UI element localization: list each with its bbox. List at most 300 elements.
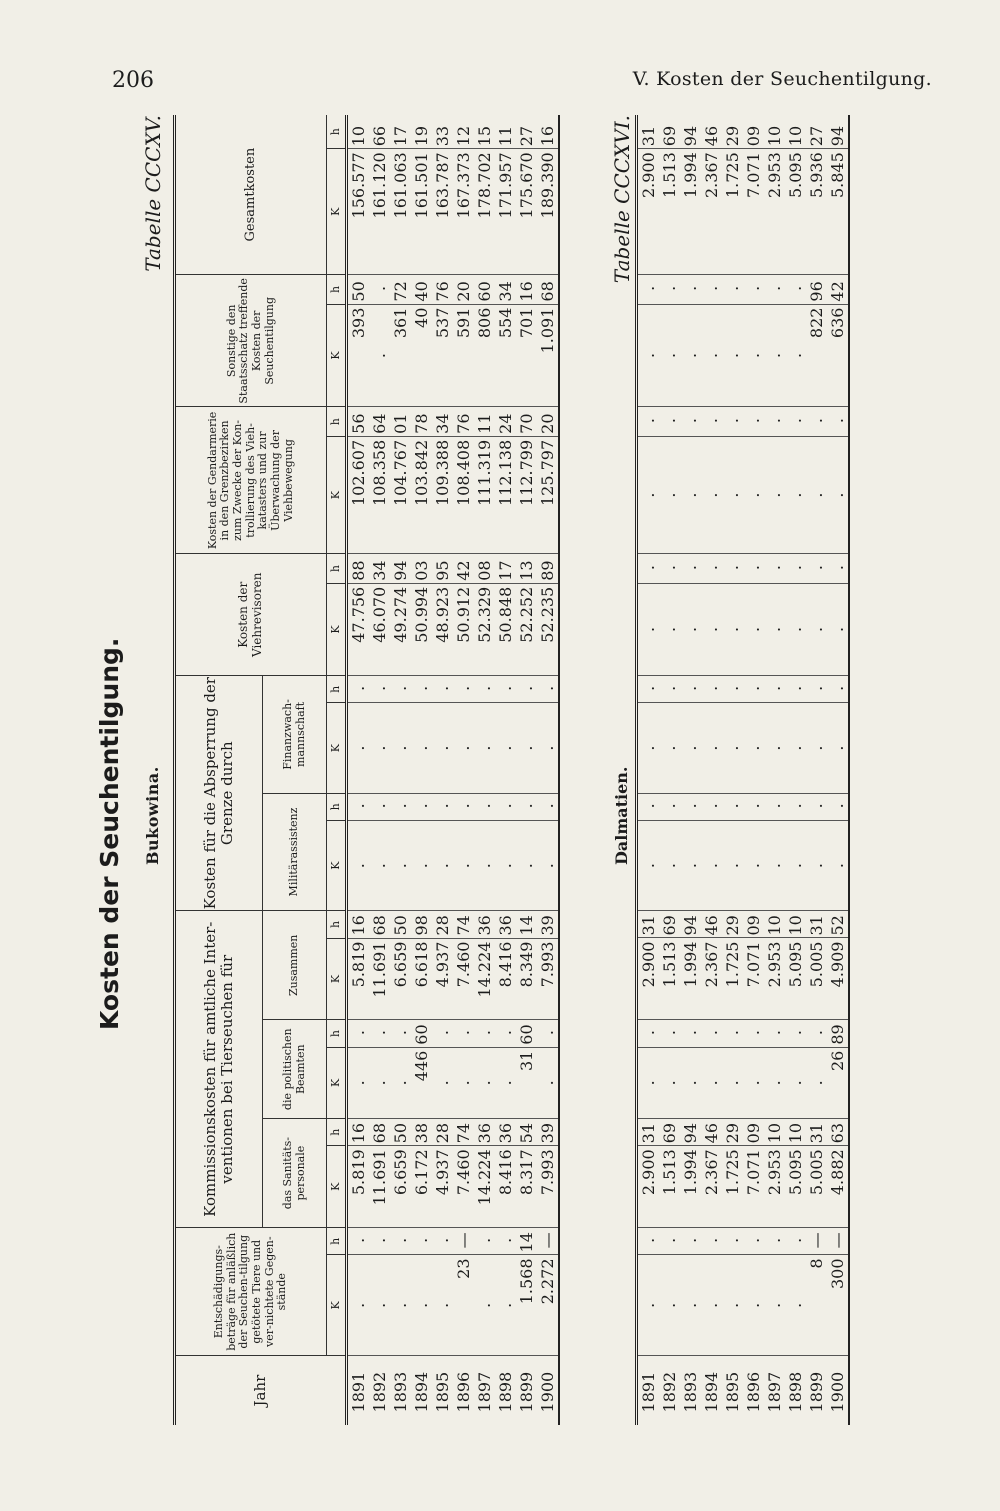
kronen-cell: 446 [411,1047,432,1118]
table-row [806,115,827,1425]
year-cell: 1899 [807,1371,826,1413]
kronen-cell: . [806,820,827,910]
kronen-cell: 554 [495,304,516,407]
year-cell: 1893 [391,1371,410,1413]
heller-cell: — [806,1228,827,1255]
heller-cell: . [495,793,516,820]
kronen-cell: . [637,703,660,793]
year-cell: 1898 [786,1371,805,1413]
kronen-cell: 4.909 [827,938,849,1020]
heller-cell: 46 [701,115,722,149]
kronen-cell: . [369,821,390,911]
kronen-cell: . [474,821,495,911]
heller-cell: 64 [369,407,390,436]
kronen-cell: 2.367 [701,938,722,1020]
header-k: K [327,938,347,1020]
heller-cell: . [806,793,827,820]
kronen-cell: 1.513 [659,149,680,275]
heller-cell: . [680,676,701,703]
kronen-cell: 161.120 [369,149,390,275]
heller-cell: 42 [453,554,474,583]
kronen-cell: . [369,703,390,793]
header-h: h [327,115,347,149]
heller-cell: . [637,1228,660,1255]
kronen-cell: . [743,703,764,793]
running-head: V. Kosten der Seuchentilgung. [632,68,932,90]
heller-cell: . [743,554,764,583]
heller-cell: . [637,554,660,583]
heller-cell: . [764,275,785,304]
heller-cell: . [453,793,474,820]
heller-cell: . [764,676,785,703]
heller-cell: . [743,1020,764,1047]
kronen-cell: . [347,1047,370,1118]
kronen-cell: . [411,703,432,793]
heller-cell: . [453,676,474,703]
table-label-cccxvi: Tabelle CCCXVI. [610,115,634,284]
year-cell: 1894 [702,1371,721,1413]
heller-cell: . [785,554,806,583]
kronen-cell: 112.799 [516,436,537,554]
kronen-cell: 5.095 [785,149,806,275]
heller-cell: . [411,793,432,820]
heller-cell: . [637,275,660,304]
heller-cell: . [680,275,701,304]
header-h: h [327,1228,347,1255]
kronen-cell: . [432,703,453,793]
kronen-cell: 102.607 [347,436,370,554]
heller-cell: . [347,793,370,820]
kronen-cell: . [347,1255,370,1356]
heller-cell: 89 [827,1020,849,1047]
kronen-cell: 125.797 [537,436,559,554]
heller-cell: 03 [411,554,432,583]
kronen-cell: 8 [806,1255,827,1356]
kronen-cell: . [701,1255,722,1356]
kronen-cell: . [722,820,743,910]
kronen-cell: . [637,304,660,407]
kronen-cell: 109.388 [432,436,453,554]
heller-cell: . [537,1020,559,1047]
kronen-cell: . [764,304,785,407]
kronen-cell: 6.659 [390,1146,411,1228]
table-row [390,115,411,1425]
kronen-cell: . [785,436,806,554]
heller-cell: . [390,793,411,820]
kronen-cell: 52.329 [474,583,495,675]
kronen-cell: 1.725 [722,149,743,275]
heller-cell: 74 [453,1119,474,1146]
year-cell: 1892 [370,1371,389,1413]
header-k: K [327,821,347,911]
heller-cell: 78 [411,407,432,436]
kronen-cell: . [369,304,390,407]
heller-cell: 95 [432,554,453,583]
heller-cell: 96 [806,275,827,304]
heller-cell: 72 [390,275,411,304]
heller-cell: . [659,1020,680,1047]
header-h: h [327,407,347,436]
kronen-cell: 48.923 [432,583,453,675]
heller-cell: . [474,1228,495,1255]
heller-cell: 19 [411,115,432,149]
kronen-cell: 2.900 [637,1146,660,1228]
kronen-cell: . [827,820,849,910]
heller-cell: . [722,1228,743,1255]
kronen-cell: 23 [453,1255,474,1356]
heller-cell: 10 [764,115,785,149]
kronen-cell: . [680,820,701,910]
kronen-cell: 52.235 [537,583,559,675]
kronen-cell: . [659,1255,680,1356]
kronen-cell: . [637,583,660,675]
heller-cell: 13 [516,554,537,583]
kronen-cell: 26 [827,1047,849,1118]
kronen-cell: 591 [453,304,474,407]
heller-cell: 12 [453,115,474,149]
kronen-cell: . [743,1255,764,1356]
heller-cell: 94 [390,554,411,583]
kronen-cell: . [701,436,722,554]
year-cell: 1900 [537,1356,559,1425]
heller-cell: . [453,1020,474,1047]
heller-cell: . [432,793,453,820]
kronen-cell: . [453,703,474,793]
heller-cell: . [827,793,849,820]
table-bukowina [173,115,560,1425]
header-entschaedigung: Entschädigungs-beträge für anläßlich der Seuchen-tilgung getötete Tiere und ver-nichtete Gegen-stände [175,1228,327,1356]
heller-cell: . [474,676,495,703]
kronen-cell: 6.172 [411,1146,432,1228]
heller-cell: 94 [827,115,849,149]
kronen-cell: 14.224 [474,938,495,1020]
table-row [474,115,495,1425]
heller-cell: . [347,1020,370,1047]
heller-cell: . [701,676,722,703]
kronen-cell: . [659,583,680,675]
kronen-cell: 5.095 [785,1146,806,1228]
year-cell: 1899 [517,1371,536,1413]
heller-cell: . [411,676,432,703]
kronen-cell: 6.659 [390,938,411,1020]
kronen-cell: 161.063 [390,149,411,275]
kronen-cell: 2.953 [764,1146,785,1228]
kronen-cell: 50.994 [411,583,432,675]
heller-cell: 46 [701,911,722,938]
kronen-cell: 1.725 [722,1146,743,1228]
heller-cell: . [722,275,743,304]
kronen-cell: . [680,304,701,407]
heller-cell: 46 [701,1119,722,1146]
table-label-cccxv: Tabelle CCCXV. [141,115,165,272]
heller-cell: . [827,676,849,703]
kronen-cell: 2.367 [701,149,722,275]
heller-cell: . [659,407,680,436]
kronen-cell: . [453,821,474,911]
heller-cell: . [516,793,537,820]
kronen-cell: 175.670 [516,149,537,275]
heller-cell: 68 [369,1119,390,1146]
kronen-cell: 5.936 [806,149,827,275]
heller-cell: . [390,1228,411,1255]
header-h: h [327,1020,347,1047]
heller-cell: 10 [764,911,785,938]
heller-cell: . [785,793,806,820]
heller-cell: 54 [516,1119,537,1146]
heller-cell: 09 [743,911,764,938]
heller-cell: . [785,676,806,703]
kronen-cell: . [659,436,680,554]
heller-cell: . [637,407,660,436]
rotated-table-area [95,115,915,1425]
header-h: h [327,911,347,938]
year-cell: 1891 [349,1371,368,1413]
kronen-cell: . [764,1047,785,1118]
heller-cell: 68 [537,275,559,304]
heller-cell: 36 [495,911,516,938]
kronen-cell: . [453,1047,474,1118]
kronen-cell: . [701,583,722,675]
heller-cell: 10 [785,911,806,938]
heller-cell: . [659,554,680,583]
header-sanitaet: das Sanitäts-personale [263,1119,327,1228]
kronen-cell: 178.702 [474,149,495,275]
heller-cell: . [743,1228,764,1255]
kronen-cell: . [785,820,806,910]
heller-cell: . [785,275,806,304]
kronen-cell: 156.577 [347,149,370,275]
heller-cell: . [806,407,827,436]
heller-cell: . [411,1228,432,1255]
kronen-cell: . [827,703,849,793]
year-cell: 1893 [681,1371,700,1413]
kronen-cell: 40 [411,304,432,407]
kronen-cell: 822 [806,304,827,407]
heller-cell: . [369,793,390,820]
kronen-cell: . [659,703,680,793]
header-k: K [327,1146,347,1228]
heller-cell: — [537,1228,559,1255]
kronen-cell: . [637,1255,660,1356]
heller-cell: 88 [347,554,370,583]
header-jahr: Jahr [175,1356,347,1425]
main-title: Kosten der Seuchentilgung. [95,637,124,1030]
heller-cell: 39 [537,911,559,938]
kronen-cell: . [806,436,827,554]
kronen-cell: . [516,703,537,793]
kronen-cell: . [474,703,495,793]
heller-cell: 63 [827,1119,849,1146]
kronen-cell: . [411,821,432,911]
heller-cell: 70 [516,407,537,436]
kronen-cell: . [785,703,806,793]
kronen-cell: 5.095 [785,938,806,1020]
table-row [537,115,559,1425]
kronen-cell: 189.390 [537,149,559,275]
kronen-cell: . [827,583,849,675]
table-row [659,115,680,1425]
heller-cell: 89 [537,554,559,583]
kronen-cell: . [785,583,806,675]
kronen-cell: . [743,820,764,910]
heller-cell: . [827,554,849,583]
heller-cell: . [764,1228,785,1255]
heller-cell: 14 [516,911,537,938]
heller-cell: . [680,1228,701,1255]
heller-cell: . [722,1020,743,1047]
table-row [347,115,370,1425]
heller-cell: . [347,676,370,703]
kronen-cell: . [432,1255,453,1356]
kronen-cell: 701 [516,304,537,407]
kronen-cell: . [537,1047,559,1118]
heller-cell: 16 [537,115,559,149]
heller-cell: . [432,1228,453,1255]
kronen-cell: . [701,703,722,793]
heller-cell: . [743,676,764,703]
kronen-cell: 50.848 [495,583,516,675]
heller-cell: . [516,676,537,703]
kronen-cell: 49.274 [390,583,411,675]
heller-cell: 15 [474,115,495,149]
heller-cell: 31 [637,911,660,938]
heller-cell: 31 [637,115,660,149]
kronen-cell: 11.691 [369,938,390,1020]
kronen-cell: . [806,1047,827,1118]
kronen-cell: . [827,436,849,554]
heller-cell: 27 [806,115,827,149]
page-header [112,68,932,98]
heller-cell: 29 [722,911,743,938]
kronen-cell: 2.367 [701,1146,722,1228]
kronen-cell: . [785,1047,806,1118]
header-militaer: Militärassistenz [263,793,327,911]
header-k: K [327,149,347,275]
table-dalmatien [635,115,850,1425]
heller-cell: . [764,407,785,436]
heller-cell: 28 [432,911,453,938]
kronen-cell: 7.071 [743,149,764,275]
kronen-cell: 31 [516,1047,537,1118]
year-cell: 1897 [765,1371,784,1413]
heller-cell: . [680,554,701,583]
kronen-cell: . [390,703,411,793]
kronen-cell: 103.842 [411,436,432,554]
heller-cell: . [495,676,516,703]
year-cell: 1897 [475,1371,494,1413]
kronen-cell: 50.912 [453,583,474,675]
kronen-cell: 300 [827,1255,849,1356]
heller-cell: . [369,1020,390,1047]
kronen-cell: 5.819 [347,938,370,1020]
heller-cell: 31 [637,1119,660,1146]
kronen-cell: 108.408 [453,436,474,554]
header-kommission: Kommissionskosten für amtliche Inter-ventionen bei Tierseuchen für [175,911,263,1228]
kronen-cell: 1.513 [659,938,680,1020]
heller-cell: 76 [453,407,474,436]
header-gendarmerie: Kosten der Gendarmerie in den Grenzbezirken zum Zwecke der Kon-trollierung des Vieh-katasters und zur Überwachung der Viehbewegung [175,407,327,554]
kronen-cell: . [743,1047,764,1118]
kronen-cell: 1.994 [680,1146,701,1228]
heller-cell: . [764,1020,785,1047]
header-gesamt: Gesamtkosten [175,115,327,275]
heller-cell: 31 [806,1119,827,1146]
header-h: h [327,554,347,583]
heller-cell: . [743,275,764,304]
header-h: h [327,793,347,820]
heller-cell: . [806,1020,827,1047]
heller-cell: . [806,554,827,583]
heller-cell: 52 [827,911,849,938]
heller-cell: 01 [390,407,411,436]
kronen-cell: 1.513 [659,1146,680,1228]
heller-cell: 94 [680,115,701,149]
table-row [516,115,537,1425]
table-row [411,115,432,1425]
kronen-cell: . [390,1047,411,1118]
heller-cell: 27 [516,115,537,149]
kronen-cell: . [680,436,701,554]
kronen-cell: . [537,821,559,911]
kronen-cell: . [347,703,370,793]
table-row [495,115,516,1425]
heller-cell: 16 [347,1119,370,1146]
header-k: K [327,1255,347,1356]
kronen-cell: 4.937 [432,1146,453,1228]
kronen-cell: 11.691 [369,1146,390,1228]
heller-cell: . [743,407,764,436]
heller-cell: . [474,1020,495,1047]
heller-cell: 34 [369,554,390,583]
kronen-cell: . [764,703,785,793]
header-viehrevisoren: Kosten der Viehrevisoren [175,554,327,676]
heller-cell: . [637,793,660,820]
heller-cell: 98 [411,911,432,938]
heller-cell: . [827,407,849,436]
heller-cell: . [659,1228,680,1255]
heller-cell: 76 [432,275,453,304]
heller-cell: 24 [495,407,516,436]
kronen-cell: 361 [390,304,411,407]
heller-cell: . [722,676,743,703]
heller-cell: 17 [495,554,516,583]
kronen-cell: 7.071 [743,1146,764,1228]
kronen-cell: 52.252 [516,583,537,675]
heller-cell: . [390,676,411,703]
heller-cell: 69 [659,911,680,938]
kronen-cell: 7.460 [453,1146,474,1228]
heller-cell: . [806,676,827,703]
heller-cell: — [827,1228,849,1255]
kronen-cell: 2.900 [637,938,660,1020]
kronen-cell: . [722,304,743,407]
kronen-cell: 171.957 [495,149,516,275]
kronen-cell: . [722,436,743,554]
kronen-cell: . [701,304,722,407]
section-title-dalmatien: Dalmatien. [612,766,631,865]
heller-cell: 50 [390,911,411,938]
heller-cell: 08 [474,554,495,583]
heller-cell: . [701,554,722,583]
heller-cell: 39 [537,1119,559,1146]
heller-cell: 56 [347,407,370,436]
table-row [701,115,722,1425]
kronen-cell: . [722,1255,743,1356]
kronen-cell: 7.071 [743,938,764,1020]
heller-cell: . [637,676,660,703]
heller-cell: 29 [722,115,743,149]
heller-cell: 42 [827,275,849,304]
